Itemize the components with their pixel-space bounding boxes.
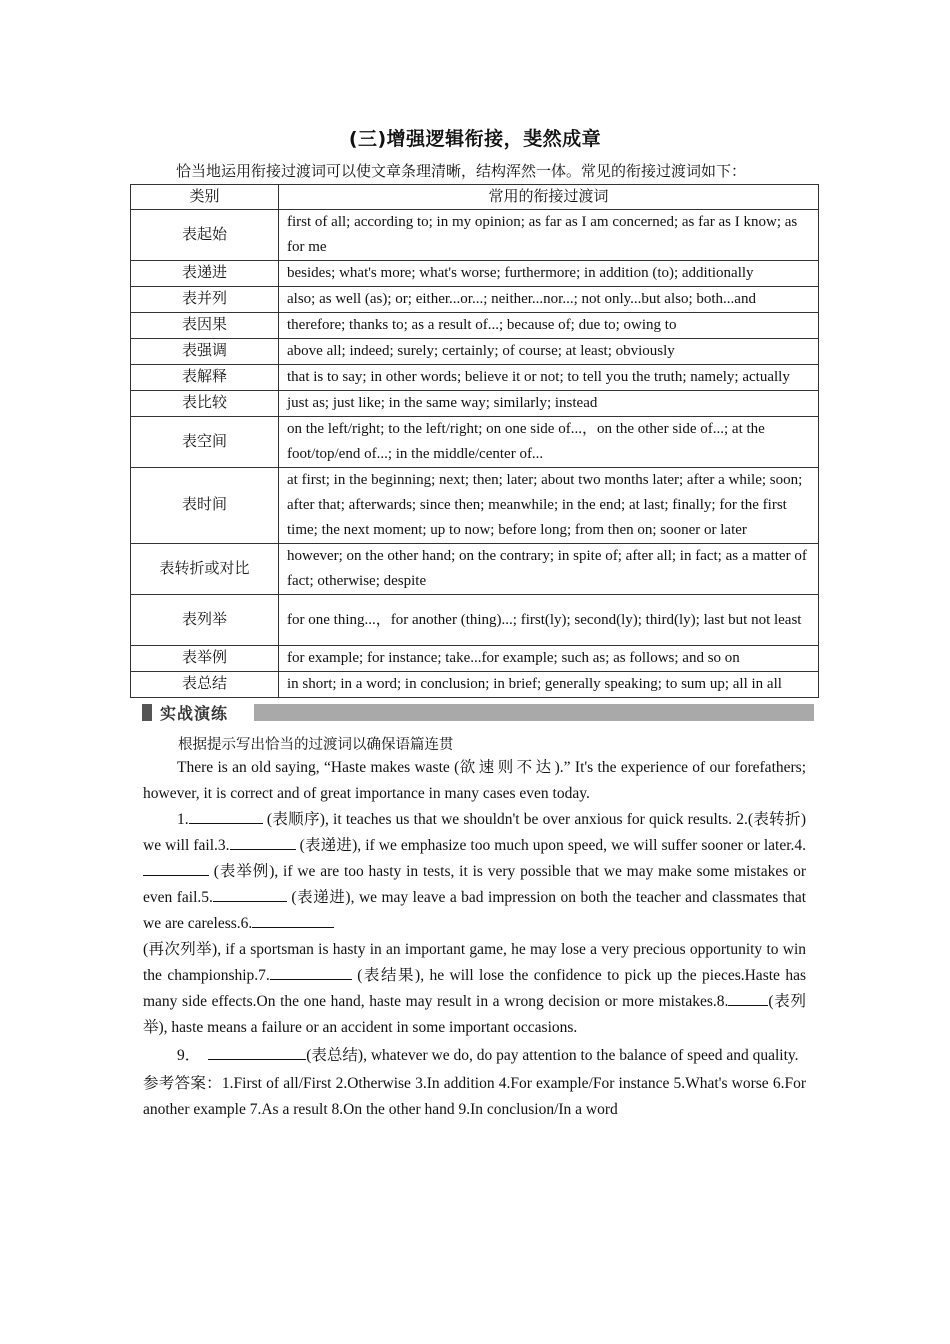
category-cell: 表举例 [131, 646, 279, 672]
hint-text: 欲速则不达 [459, 759, 555, 776]
answer-blank-9[interactable] [208, 1044, 306, 1060]
blank-number: 9． [177, 1047, 201, 1064]
hint-text: (表递进) [286, 889, 351, 906]
words-cell: also; as well (as); or; either...or...; neither...nor...; not only...but also; both...and [279, 287, 819, 313]
answer-key: 参考答案：1.First of all/First 2.Otherwise 3.In addition 4.For example/For instance 5.What's worse 6.For another example 7.As a result 8.On the other hand 9.In conclusion/In a word [143, 1075, 806, 1118]
table-row [131, 468, 819, 544]
category-cell: 表解释 [131, 365, 279, 391]
table-row [131, 544, 819, 595]
paragraph-text: , it teaches us that we shouldn't be over anxious for quick results. 2. [324, 811, 748, 828]
paragraph-text: ).” It's the experience of our forefathers; however, it is correct and of great importance in many cases even today. [143, 759, 807, 802]
category-cell: 表因果 [131, 313, 279, 339]
paragraph-text: , if we are too hasty in tests, it is very possible that we may make some mistakes or even fail.5. [143, 863, 807, 906]
words-cell: besides; what's more; what's worse; furthermore; in addition (to); additionally [279, 261, 819, 287]
hint-text: (表列举) [143, 993, 806, 1036]
hint-text: (表结果) [351, 967, 421, 984]
hint-text: (表递进) [295, 837, 358, 854]
exercise-instruction: 根据提示写出恰当的过渡词以确保语篇连贯 [178, 737, 454, 753]
paragraph-text: , he will lose the confidence to pick up the pieces.Haste has many side effects.On the one hand, haste may result in a wrong decision or more mistakes.8. [143, 967, 806, 1010]
page-title: (三)增强逻辑衔接，斐然成章 [348, 128, 602, 150]
table-row [131, 391, 819, 417]
hint-text: (表转折) [747, 811, 806, 828]
category-cell: 表并列 [131, 287, 279, 313]
category-cell: 表空间 [131, 417, 279, 468]
section-divider [254, 704, 814, 721]
words-cell: just as; just like; in the same way; similarly; instead [279, 391, 819, 417]
blank-number: 1. [177, 811, 189, 828]
words-cell: in short; in a word; in conclusion; in brief; generally speaking; to sum up; all in all [279, 672, 819, 698]
paragraph-text: we will fail.3. [143, 837, 230, 854]
category-cell: 表强调 [131, 339, 279, 365]
section-marker [142, 704, 152, 721]
hint-text: (表举例) [209, 863, 275, 880]
paragraph-text: There is an old saying, “Haste makes waste ( [177, 759, 460, 776]
words-cell: first of all; according to; in my opinion; as far as I am concerned; as far as I know; as for me [279, 210, 819, 261]
section-header-practice [142, 703, 814, 721]
table-header-row [131, 185, 819, 210]
words-cell: for example; for instance; take...for example; such as; as follows; and so on [279, 646, 819, 672]
category-cell: 表列举 [131, 595, 279, 646]
paragraph-text: , whatever we do, do pay attention to the balance of speed and quality. [363, 1047, 799, 1064]
words-cell: therefore; thanks to; as a result of...; because of; due to; owing to [279, 313, 819, 339]
passage-paragraph-1 [143, 755, 806, 807]
hint-text: (表总结) [306, 1047, 364, 1064]
words-cell: at first; in the beginning; next; then; later; about two months later; after a while; soon; after that; afterwards; since then; meanwhile; in the end; at last; finally; for the first time; the next moment; up to now; before long; from then on; sooner or later [279, 468, 819, 544]
header-category: 类别 [131, 185, 279, 210]
table-row [131, 672, 819, 698]
category-cell: 表起始 [131, 210, 279, 261]
table-row [131, 365, 819, 391]
words-cell: that is to say; in other words; believe it or not; to tell you the truth; namely; actually [279, 365, 819, 391]
table-row [131, 595, 819, 646]
words-cell: however; on the other hand; on the contrary; in spite of; after all; in fact; as a matter of fact; otherwise; despite [279, 544, 819, 595]
table-row [131, 261, 819, 287]
paragraph-text: , we may leave a bad impression on both the teacher and classmates that we are careless.6. [143, 889, 806, 932]
paragraph-text: , if we emphasize too much upon speed, we will suffer sooner or later.4. [357, 837, 807, 854]
category-cell: 表时间 [131, 468, 279, 544]
table-row [131, 210, 819, 261]
connectives-table [130, 184, 819, 698]
paragraph-text: , if a sportsman is hasty in an important game, he may lose a very precious opportunity to win the championship.7. [143, 941, 806, 984]
words-cell: above all; indeed; surely; certainly; of course; at least; obviously [279, 339, 819, 365]
answer-blank-1[interactable] [189, 808, 263, 824]
table-row [131, 646, 819, 672]
hint-text: (再次列举) [143, 941, 218, 958]
category-cell: 表比较 [131, 391, 279, 417]
answer-blank-8[interactable] [728, 990, 768, 1006]
table-row [131, 287, 819, 313]
table-row [131, 339, 819, 365]
header-words: 常用的衔接过渡词 [279, 185, 819, 210]
intro-text: 恰当地运用衔接过渡词可以使文章条理清晰，结构浑然一体。常见的衔接过渡词如下： [176, 164, 747, 180]
passage-paragraph-2 [143, 807, 806, 1041]
table-row [131, 417, 819, 468]
answer-blank-6[interactable] [252, 912, 334, 928]
category-cell: 表总结 [131, 672, 279, 698]
words-cell: on the left/right; to the left/right; on one side of...，on the other side of...; at the foot/top/end of...; in the middle/center of... [279, 417, 819, 468]
section-label: 实战演练 [160, 704, 229, 723]
table-row [131, 313, 819, 339]
answer-blank-3[interactable] [230, 834, 296, 850]
hint-text: (表顺序) [262, 811, 325, 828]
paragraph-text: , haste means a failure or an accident in some important occasions. [163, 1019, 578, 1036]
answer-blank-5[interactable] [213, 886, 287, 902]
exercise-passage [143, 755, 806, 1123]
category-cell: 表递进 [131, 261, 279, 287]
answer-blank-7[interactable] [270, 964, 352, 980]
category-cell: 表转折或对比 [131, 544, 279, 595]
passage-paragraph-3 [143, 1043, 806, 1069]
words-cell: for one thing...，for another (thing)...; first(ly); second(ly); third(ly); last but not least [279, 595, 819, 646]
answer-blank-4[interactable] [143, 860, 209, 876]
